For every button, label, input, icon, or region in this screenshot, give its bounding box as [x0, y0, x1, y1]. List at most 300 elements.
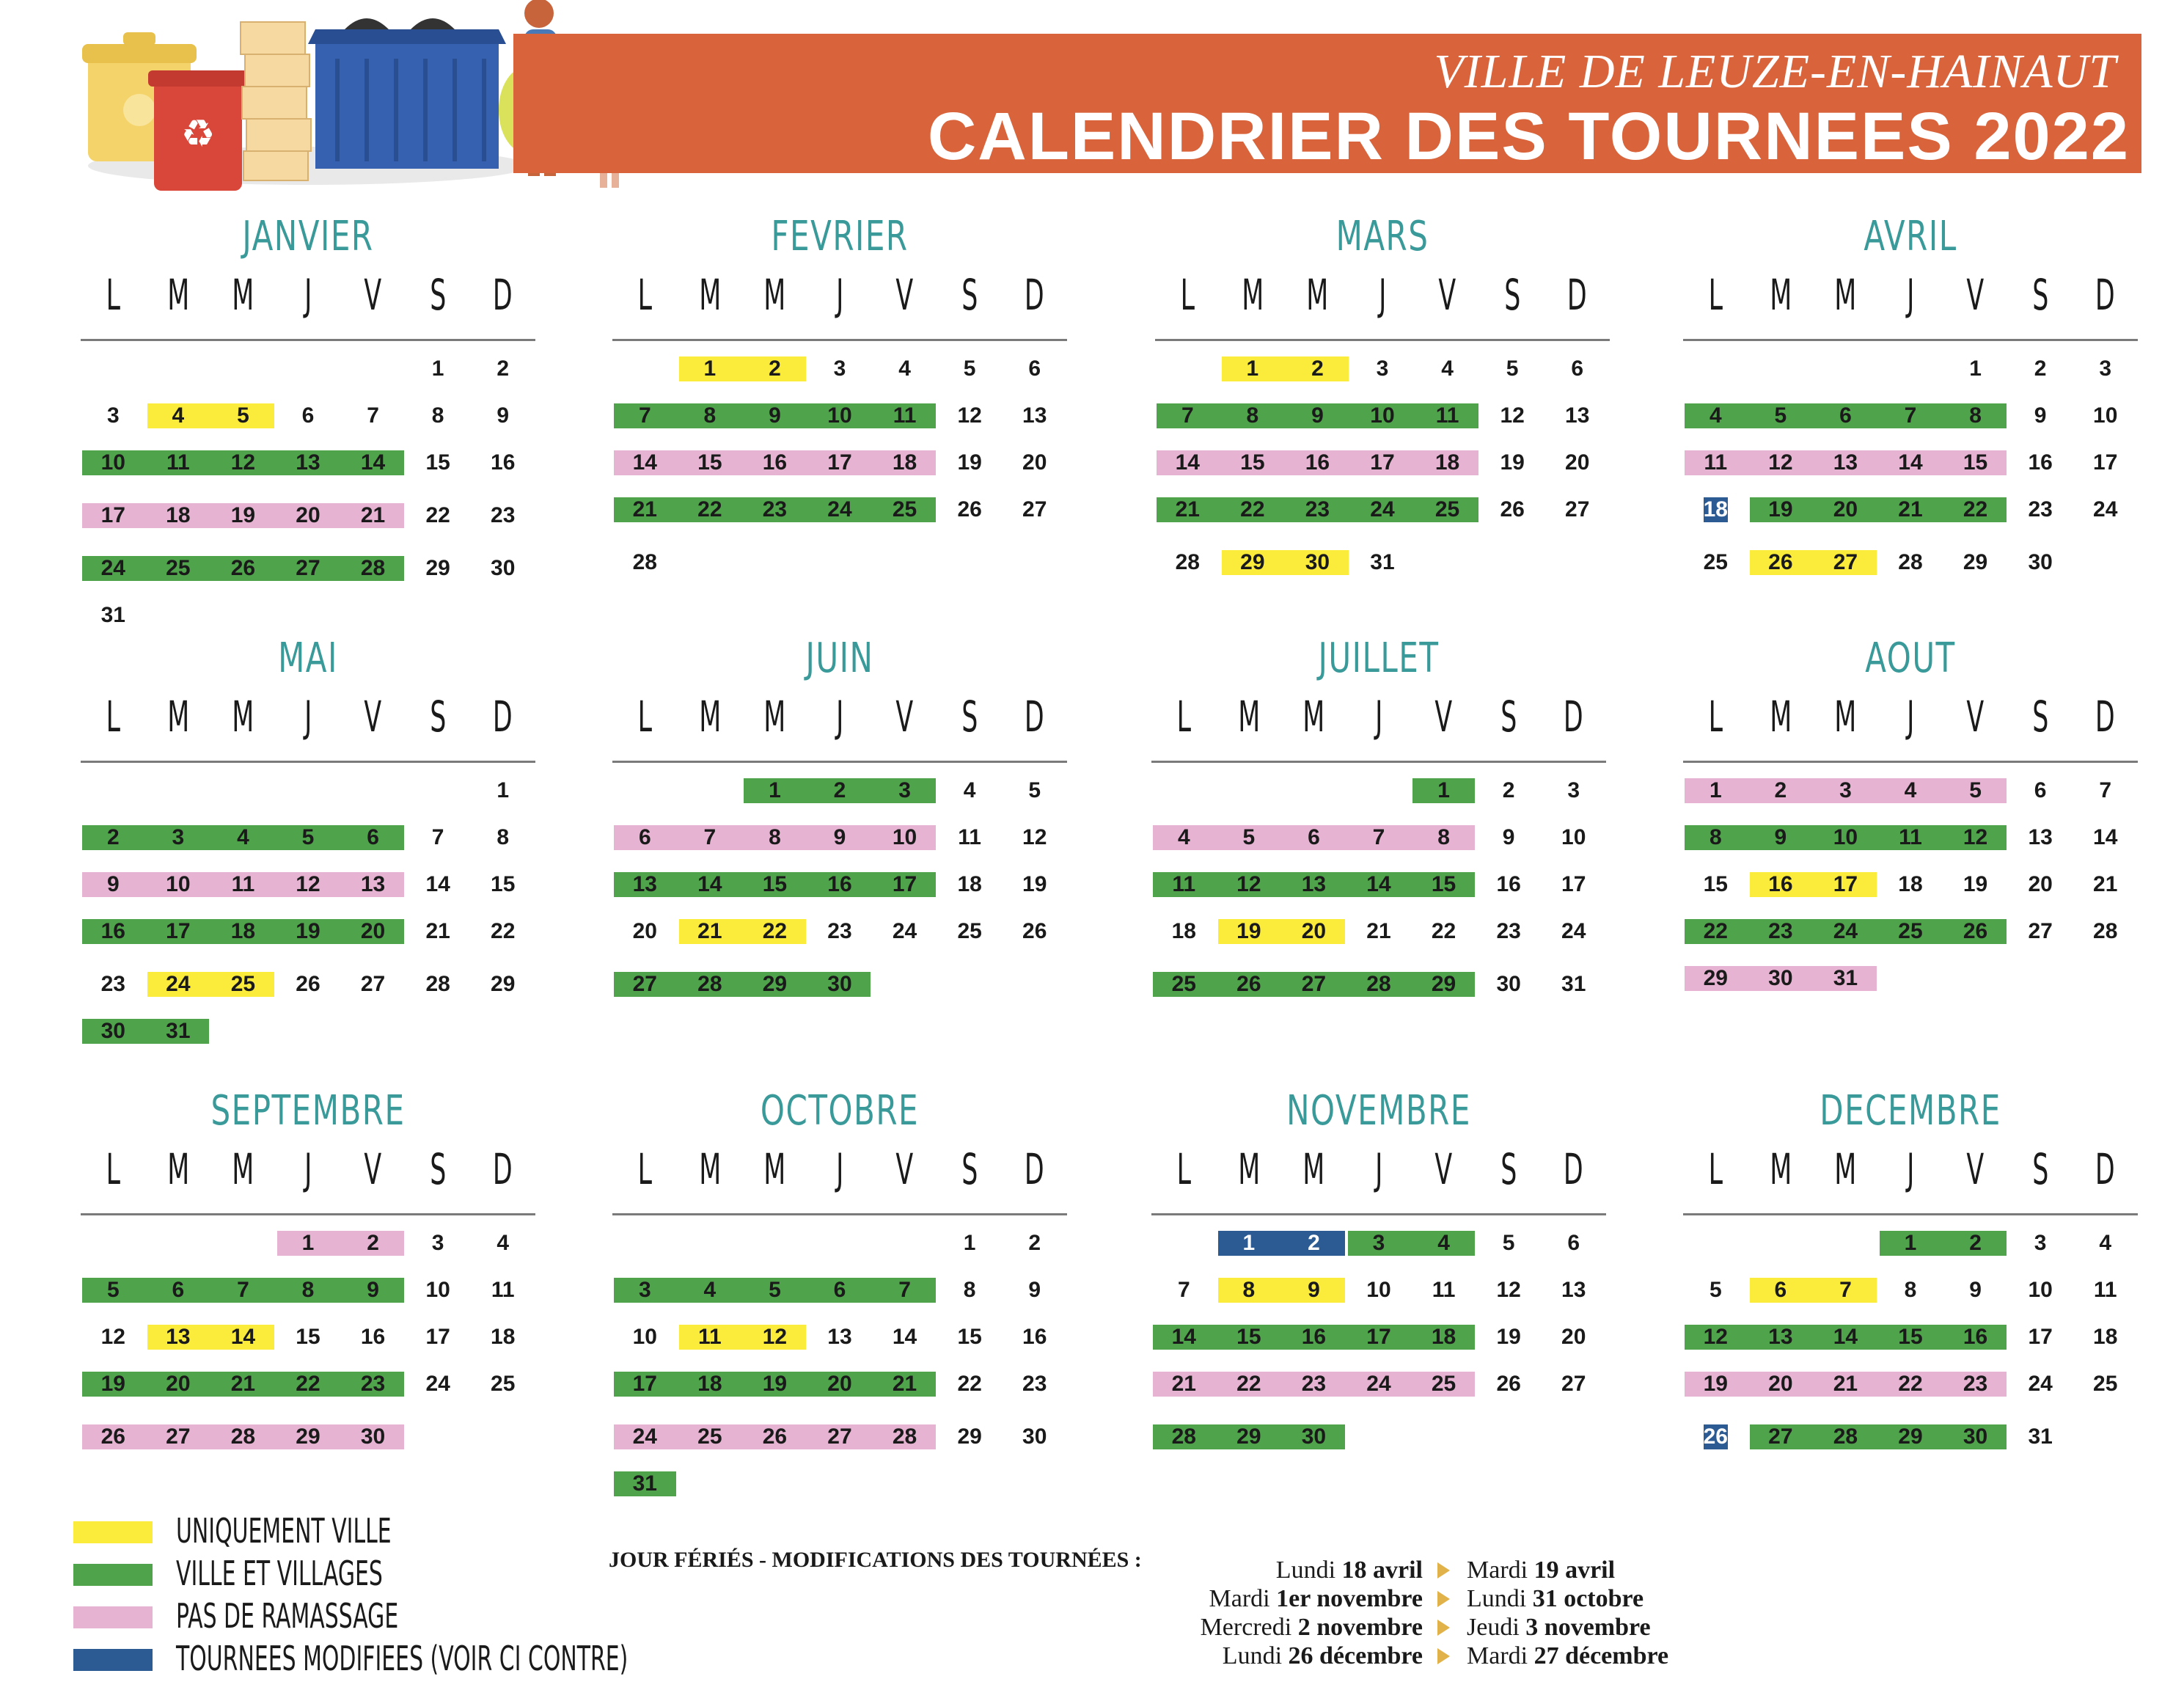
calendar-day: 30 — [1496, 972, 1521, 996]
calendar-day: 5 — [301, 825, 315, 849]
calendar-day: 23 — [2028, 497, 2053, 522]
month-mars — [1155, 213, 1610, 623]
calendar-day: 19 — [762, 1372, 788, 1396]
calendar-day: 17 — [166, 919, 191, 943]
calendar-day: 19 — [1703, 1372, 1728, 1396]
calendar-day: 19 — [1768, 497, 1793, 522]
calendar-day: 19 — [1496, 1325, 1521, 1349]
weekday-label: M — [1834, 1144, 1857, 1194]
calendar-day: 4 — [237, 825, 249, 849]
calendar-day: 10 — [1561, 825, 1586, 849]
weekday-label: M — [1834, 692, 1857, 742]
calendar-day: 23 — [1301, 1372, 1327, 1396]
calendar-day: 10 — [2028, 1278, 2053, 1302]
legend-swatch-yellow — [73, 1521, 153, 1543]
calendar-day: 1 — [703, 356, 717, 381]
calendar-day: 25 — [1434, 497, 1460, 522]
holiday-row — [1100, 1585, 1797, 1614]
calendar-day: 23 — [762, 497, 788, 522]
calendar-day: 30 — [1768, 966, 1793, 990]
header-rule — [1151, 761, 1606, 763]
calendar-day: 7 — [1904, 403, 1917, 428]
weekday-label: J — [1374, 692, 1383, 742]
calendar-day: 15 — [1236, 1325, 1261, 1349]
weekday-label: S — [961, 692, 978, 742]
calendar-day: 27 — [1833, 550, 1858, 574]
calendar-day: 18 — [892, 450, 917, 475]
header-rule — [1151, 1213, 1606, 1215]
calendar-day: 1 — [1969, 356, 1982, 381]
weekday-label: V — [364, 692, 382, 742]
calendar-day: 23 — [1022, 1372, 1047, 1396]
weekday-label: L — [1708, 1144, 1723, 1194]
calendar-day: 17 — [2093, 450, 2118, 475]
arrow-right-icon — [1437, 1620, 1450, 1636]
weekday-label: D — [1025, 1144, 1045, 1194]
recycling-bin-icon — [148, 70, 248, 191]
month-title: NOVEMBRE — [1286, 1087, 1471, 1135]
calendar-day: 26 — [1768, 550, 1793, 574]
calendar-day: 2 — [769, 356, 781, 381]
weekday-label: S — [430, 692, 447, 742]
holiday-replacement-day: Lundi — [1467, 1585, 1527, 1612]
calendar-day: 13 — [1561, 1278, 1586, 1302]
calendar-day: 24 — [166, 972, 191, 996]
calendar-day: 1 — [963, 1231, 976, 1255]
weekday-label: V — [1434, 692, 1453, 742]
calendar-day: 25 — [166, 556, 191, 580]
calendar-day: 30 — [827, 972, 852, 996]
calendar-day: 19 — [1022, 872, 1047, 896]
weekday-label: L — [1180, 270, 1195, 320]
calendar-day: 27 — [166, 1424, 191, 1449]
calendar-day: 27 — [2028, 919, 2053, 943]
calendar-day: 16 — [2028, 450, 2053, 475]
calendar-day: 7 — [1839, 1278, 1852, 1302]
calendar-day: 13 — [2028, 825, 2053, 849]
month-decembre — [1683, 1087, 2138, 1498]
calendar-day: 20 — [296, 503, 320, 527]
arrow-right-icon — [1437, 1591, 1450, 1607]
weekday-label: M — [698, 270, 721, 320]
calendar-day: 1 — [1242, 1231, 1256, 1255]
calendar-day: 15 — [762, 872, 788, 896]
calendar-day: 24 — [1370, 497, 1395, 522]
month-novembre — [1151, 1087, 1606, 1498]
calendar-day: 16 — [491, 450, 516, 475]
calendar-day: 11 — [958, 825, 981, 849]
weekday-label: L — [637, 270, 652, 320]
weekday-label: D — [493, 692, 513, 742]
calendar-day: 21 — [1898, 497, 1923, 522]
weekday-label: V — [1434, 1144, 1453, 1194]
calendar-day: 7 — [1181, 403, 1194, 428]
calendar-day: 15 — [1703, 872, 1728, 896]
legend-label: TOURNEES MODIFIEES (VOIR CI CONTRE) — [176, 1639, 629, 1678]
holidays-title: JOUR FÉRIÉS - MODIFICATIONS DES TOURNÉES : — [609, 1548, 1142, 1572]
calendar-day: 1 — [1709, 778, 1722, 802]
calendar-day: 2 — [1028, 1231, 1041, 1255]
calendar-day: 27 — [1301, 972, 1327, 996]
calendar-day: 17 — [1833, 872, 1858, 896]
holiday-replacement-date: 27 décembre — [1533, 1642, 1669, 1669]
weekday-label: M — [1237, 1144, 1260, 1194]
calendar-day: 8 — [1904, 1278, 1917, 1302]
calendar-day: 18 — [697, 1372, 722, 1396]
month-title: AOUT — [1865, 634, 1956, 682]
calendar-day: 9 — [833, 825, 846, 849]
weekday-label: M — [698, 1144, 721, 1194]
calendar-day: 1 — [431, 356, 444, 381]
arrow-right-icon — [1437, 1648, 1450, 1664]
calendar-day: 28 — [892, 1424, 917, 1449]
header-rule — [1683, 1213, 2138, 1215]
calendar-day: 17 — [632, 1372, 657, 1396]
calendar-day: 3 — [898, 778, 911, 802]
calendar-day: 12 — [762, 1325, 788, 1349]
day-grid — [1683, 356, 2138, 621]
calendar-day: 25 — [230, 972, 256, 996]
calendar-day: 1 — [769, 778, 781, 802]
calendar-day: 14 — [892, 1325, 917, 1349]
calendar-day: 31 — [2028, 1424, 2053, 1449]
calendar-day: 19 — [1500, 450, 1525, 475]
calendar-day: 12 — [1236, 872, 1261, 896]
calendar-day: 12 — [1768, 450, 1793, 475]
calendar-day: 2 — [496, 356, 510, 381]
weekday-label: J — [1378, 270, 1387, 320]
calendar-day: 26 — [957, 497, 982, 522]
weekday-label: L — [1176, 692, 1191, 742]
calendar-day: 3 — [833, 356, 846, 381]
calendar-day: 23 — [827, 919, 852, 943]
calendar-day: 11 — [1172, 872, 1196, 896]
weekday-label: D — [1567, 270, 1588, 320]
calendar-day: 22 — [296, 1372, 320, 1396]
day-grid — [612, 1231, 1067, 1495]
calendar-day: 3 — [431, 1231, 444, 1255]
calendar-day: 3 — [1567, 778, 1580, 802]
calendar-day: 24 — [425, 1372, 450, 1396]
holiday-original — [1223, 1642, 1423, 1670]
calendar-day: 5 — [1709, 1278, 1722, 1302]
calendar-day: 7 — [898, 1278, 911, 1302]
calendar-day: 19 — [296, 919, 320, 943]
legend-item-tournees-modifiees — [73, 1639, 733, 1683]
calendar-day: 15 — [425, 450, 450, 475]
weekday-label: J — [835, 270, 844, 320]
calendar-day: 3 — [2034, 1231, 2047, 1255]
calendar-day: 16 — [1022, 1325, 1047, 1349]
calendar-day: 22 — [491, 919, 516, 943]
calendar-day: 21 — [1366, 919, 1391, 943]
calendar-day: 14 — [1366, 872, 1391, 896]
day-grid — [612, 778, 1067, 1042]
calendar-day: 2 — [2034, 356, 2047, 381]
calendar-day: 26 — [230, 556, 256, 580]
calendar-day: 8 — [1969, 403, 1982, 428]
calendar-day: 15 — [1240, 450, 1265, 475]
weekday-label: S — [2032, 692, 2049, 742]
calendar-day: 1 — [301, 1231, 315, 1255]
calendar-day: 30 — [1301, 1424, 1327, 1449]
calendar-day: 16 — [1496, 872, 1521, 896]
weekday-label: J — [835, 692, 844, 742]
calendar-day: 11 — [2093, 1278, 2117, 1302]
calendar-day: 28 — [360, 556, 386, 580]
holiday-replacement-date: 19 avril — [1533, 1557, 1616, 1584]
calendar-day: 12 — [1496, 1278, 1521, 1302]
calendar-day: 6 — [1774, 1278, 1787, 1302]
calendar-day: 2 — [367, 1231, 379, 1255]
calendar-day: 13 — [166, 1325, 191, 1349]
calendar-day: 17 — [2028, 1325, 2053, 1349]
calendar-day: 16 — [762, 450, 788, 475]
header-rule — [81, 761, 535, 763]
calendar-day: 6 — [1839, 403, 1852, 428]
weekday-label: M — [166, 270, 189, 320]
calendar-day: 10 — [166, 872, 191, 896]
weekday-label: V — [364, 1144, 382, 1194]
weekday-label: L — [106, 692, 120, 742]
calendar-day: 31 — [632, 1471, 657, 1496]
calendar-day: 29 — [1236, 1424, 1261, 1449]
month-title: MAI — [278, 634, 338, 682]
town-name: VILLE DE LEUZE-EN-HAINAUT — [1434, 45, 2117, 98]
calendar-day: 20 — [632, 919, 657, 943]
calendar-day: 20 — [1561, 1325, 1586, 1349]
legend-swatch-blue — [73, 1649, 153, 1671]
weekday-label: L — [106, 270, 120, 320]
weekday-label: J — [1374, 1144, 1383, 1194]
calendar-day: 19 — [1236, 919, 1261, 943]
calendar-day: 2 — [1502, 778, 1515, 802]
calendar-day: 28 — [2093, 919, 2118, 943]
calendar-day: 11 — [166, 450, 190, 475]
calendar-day: 21 — [1175, 497, 1200, 522]
holiday-original-day: Mercredi — [1200, 1614, 1292, 1641]
weekday-label: S — [1504, 270, 1521, 320]
calendar-day: 22 — [1963, 497, 1988, 522]
boxes-icon — [241, 22, 311, 180]
calendar-day: 6 — [367, 825, 379, 849]
calendar-day: 7 — [237, 1278, 249, 1302]
day-grid — [1151, 778, 1606, 1042]
calendar-day: 28 — [1171, 1424, 1196, 1449]
holiday-replacement-day: Jeudi — [1467, 1614, 1520, 1641]
holiday-original — [1209, 1585, 1423, 1613]
calendar-day: 19 — [100, 1372, 125, 1396]
weekday-label: M — [1769, 1144, 1792, 1194]
calendar-day: 23 — [1305, 497, 1330, 522]
calendar-day: 26 — [296, 972, 320, 996]
header-rule — [1155, 339, 1610, 341]
calendar-day: 30 — [1963, 1424, 1988, 1449]
calendar-day: 11 — [1704, 450, 1728, 475]
calendar-day: 13 — [632, 872, 657, 896]
calendar-day: 25 — [1703, 550, 1728, 574]
calendar-day: 18 — [1434, 450, 1460, 475]
calendar-day: 26 — [1703, 1424, 1728, 1449]
calendar-day: 18 — [2093, 1325, 2118, 1349]
weekday-label: D — [2095, 270, 2116, 320]
calendar-day: 24 — [632, 1424, 657, 1449]
legend — [73, 1511, 733, 1680]
month-title: MARS — [1335, 213, 1429, 260]
weekday-label: M — [232, 1144, 254, 1194]
header-rule — [612, 1213, 1067, 1215]
weekday-header — [612, 1144, 1067, 1203]
calendar-day: 10 — [100, 450, 125, 475]
calendar-day: 17 — [100, 503, 125, 527]
calendar-day: 24 — [2093, 497, 2118, 522]
weekday-label: V — [895, 270, 914, 320]
calendar-day: 29 — [491, 972, 516, 996]
calendar-day: 18 — [491, 1325, 516, 1349]
calendar-day: 4 — [898, 356, 911, 381]
calendar-day: 24 — [1561, 919, 1586, 943]
weekday-label: J — [304, 1144, 312, 1194]
calendar-day: 6 — [1567, 1231, 1580, 1255]
weekday-label: S — [1500, 1144, 1517, 1194]
calendar-day: 5 — [769, 1278, 781, 1302]
calendar-day: 7 — [431, 825, 444, 849]
calendar-day: 20 — [1301, 919, 1327, 943]
weekday-label: D — [493, 1144, 513, 1194]
calendar-day: 9 — [106, 872, 120, 896]
weekday-label: M — [763, 692, 786, 742]
calendar-day: 27 — [1561, 1372, 1586, 1396]
calendar-day: 28 — [230, 1424, 256, 1449]
calendar-day: 9 — [1028, 1278, 1041, 1302]
calendar-day: 4 — [1904, 778, 1917, 802]
calendar-day: 23 — [1768, 919, 1793, 943]
month-janvier — [81, 213, 535, 627]
calendar-day: 16 — [1301, 1325, 1327, 1349]
calendar-day: 23 — [100, 972, 125, 996]
calendar-day: 14 — [632, 450, 657, 475]
calendar-day: 10 — [425, 1278, 450, 1302]
weekday-label: J — [1906, 1144, 1915, 1194]
weekday-header — [1151, 1144, 1606, 1203]
calendar-day: 15 — [296, 1325, 320, 1349]
calendar-day: 13 — [1768, 1325, 1793, 1349]
svg-text:♻: ♻ — [180, 112, 216, 156]
weekday-label: V — [364, 270, 382, 320]
calendar-day: 5 — [963, 356, 976, 381]
calendar-day: 4 — [963, 778, 976, 802]
holiday-replacement — [1467, 1614, 1651, 1642]
calendar-day: 22 — [1703, 919, 1728, 943]
calendar-day: 7 — [1372, 825, 1385, 849]
month-aout — [1683, 634, 2138, 1045]
calendar-day: 15 — [697, 450, 722, 475]
holiday-replacement — [1467, 1557, 1615, 1584]
header-rule — [612, 339, 1067, 341]
calendar-day: 20 — [1022, 450, 1047, 475]
weekday-header — [1683, 270, 2138, 329]
weekday-label: M — [698, 692, 721, 742]
calendar-day: 14 — [697, 872, 722, 896]
calendar-day: 4 — [1437, 1231, 1450, 1255]
calendar-day: 2 — [1774, 778, 1787, 802]
month-avril — [1683, 213, 2138, 623]
calendar-day: 6 — [172, 1278, 185, 1302]
day-grid — [612, 356, 1067, 621]
arrow-right-icon — [1437, 1562, 1450, 1579]
weekday-label: D — [2095, 692, 2116, 742]
calendar-day: 12 — [1703, 1325, 1728, 1349]
calendar-day: 24 — [2028, 1372, 2053, 1396]
header-rule — [81, 339, 535, 341]
calendar-day: 26 — [100, 1424, 125, 1449]
calendar-day: 8 — [496, 825, 510, 849]
header-banner — [513, 34, 2141, 173]
holiday-replacement-date: 31 octobre — [1532, 1585, 1644, 1612]
calendar-day: 10 — [827, 403, 852, 428]
calendar-day: 7 — [2099, 778, 2112, 802]
calendar-day: 29 — [957, 1424, 982, 1449]
calendar-day: 4 — [172, 403, 185, 428]
calendar-day: 15 — [1898, 1325, 1923, 1349]
holiday-replacement-day: Mardi — [1467, 1642, 1528, 1669]
weekday-header — [612, 692, 1067, 750]
holiday-original — [1201, 1614, 1423, 1642]
calendar-day: 26 — [762, 1424, 788, 1449]
weekday-label: M — [763, 270, 786, 320]
weekday-label: M — [1237, 692, 1260, 742]
calendar-day: 12 — [1963, 825, 1988, 849]
calendar-day: 21 — [360, 503, 386, 527]
calendar-day: 8 — [963, 1278, 976, 1302]
weekday-label: M — [166, 1144, 189, 1194]
holiday-replacement-day: Mardi — [1467, 1557, 1528, 1584]
calendar-day: 9 — [1308, 1278, 1320, 1302]
calendar-day: 20 — [360, 919, 386, 943]
calendar-day: 28 — [1898, 550, 1923, 574]
calendar-day: 5 — [1242, 825, 1256, 849]
calendar-day: 30 — [491, 556, 516, 580]
day-grid — [1151, 1231, 1606, 1495]
calendar-day: 10 — [1366, 1278, 1391, 1302]
calendar-day: 6 — [1028, 356, 1041, 381]
calendar-day: 26 — [1500, 497, 1525, 522]
calendar-day: 23 — [1963, 1372, 1988, 1396]
weekday-label: S — [430, 270, 447, 320]
calendar-day: 18 — [1898, 872, 1923, 896]
calendar-day: 13 — [1833, 450, 1858, 475]
calendar-day: 1 — [1246, 356, 1259, 381]
calendar-day: 22 — [957, 1372, 982, 1396]
calendar-day: 24 — [892, 919, 917, 943]
calendar-day: 10 — [1370, 403, 1395, 428]
month-juillet — [1151, 634, 1606, 1045]
weekday-label: V — [895, 1144, 914, 1194]
calendar-day: 29 — [1898, 1424, 1923, 1449]
header-rule — [1683, 761, 2138, 763]
calendar-day: 27 — [1022, 497, 1047, 522]
calendar-day: 4 — [1177, 825, 1190, 849]
calendar-day: 6 — [2034, 778, 2047, 802]
weekday-label: M — [1769, 692, 1792, 742]
calendar-day: 9 — [1311, 403, 1324, 428]
day-grid — [81, 778, 535, 1042]
calendar-day: 20 — [827, 1372, 852, 1396]
holiday-original-day: Mardi — [1209, 1585, 1270, 1612]
calendar-day: 2 — [833, 778, 846, 802]
weekday-label: L — [1708, 270, 1723, 320]
calendar-day: 4 — [1441, 356, 1454, 381]
